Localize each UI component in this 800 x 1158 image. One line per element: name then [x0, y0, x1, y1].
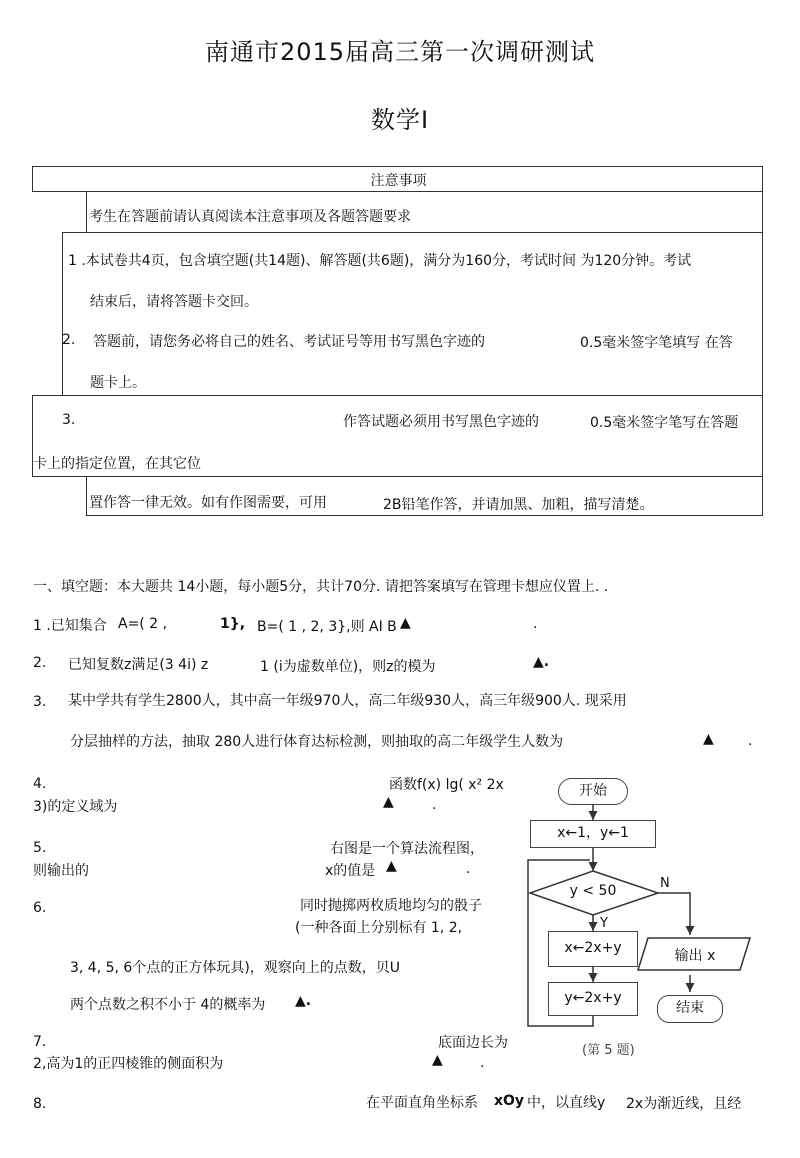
q1-c: B=( 1 , 2, 3},则 AI B — [257, 619, 397, 635]
flowchart-output: 输出 x — [674, 948, 716, 964]
q7-right: 底面边长为 — [438, 1035, 508, 1051]
q1-num: 1 .已知集合 — [33, 618, 107, 634]
flowchart-no: N — [660, 876, 670, 891]
flowchart — [520, 770, 770, 1060]
flowchart-step-y: y←2x+y — [548, 982, 638, 1016]
flowchart-step-x: x←2x+y — [548, 931, 638, 967]
q8-text-c: 中，以直线y — [527, 1095, 606, 1111]
q3-line2: 分层抽样的方法，抽取 280人进行体育达标检测，则抽取的高二年级学生人数为 — [70, 734, 564, 750]
flowchart-caption: (第 5 题) — [582, 1043, 635, 1058]
section-heading: 一、填空题：本大题共 14小题，每小题5分，共计70分. 请把答案填写在管理卡想应仪置上. . — [33, 579, 609, 595]
q3-end: . — [748, 733, 753, 749]
notice-item-3-cont: 卡上的指定位置，在其它位 — [33, 456, 201, 472]
q6-answer-mark: ▲. — [295, 993, 312, 1009]
q5-num: 5. — [33, 840, 47, 856]
notice-item-3-right: 0.5毫米签字笔写在答题 — [590, 415, 739, 431]
q2-text2: 1 (i为虚数单位)，则z的模为 — [260, 659, 436, 675]
notice-item-2-cont: 题卡上。 — [90, 375, 146, 391]
q4-num: 4. — [33, 776, 47, 792]
flowchart-start: 开始 — [558, 778, 628, 805]
q6-line4: 两个点数之积不小于 4的概率为 — [70, 997, 266, 1013]
flowchart-yes: Y — [600, 916, 608, 931]
q2-num: 2. — [33, 655, 47, 671]
q7-line2: 2,高为1的正四棱锥的侧面积为 — [33, 1056, 224, 1072]
q6-right1: 同时抛掷两枚质地均匀的骰子 — [300, 898, 482, 914]
q1-a: A=( 2 , — [118, 616, 168, 632]
notice-item-3-cont2a: 置作答一律无效。如有作图需要，可用 — [89, 495, 327, 511]
q5-right: 右图是一个算法流程图， — [330, 841, 484, 857]
page-subtitle: 数学I — [370, 106, 430, 134]
q5-line2b: x的值是 — [325, 863, 376, 879]
flowchart-end: 结束 — [657, 995, 723, 1023]
q3-line1: 某中学共有学生2800人，其中高一年级970人，高二年级930人，高三年级900人. 现采用 — [68, 693, 627, 709]
q1-b: 1}, — [220, 616, 246, 632]
q8-text-d: 2x为渐近线，且经 — [626, 1096, 742, 1112]
q8-text-b: xOy — [494, 1093, 525, 1109]
notice-intro: 考生在答题前请认真阅读本注意事项及各题答题要求 — [89, 209, 411, 225]
q8-text-a: 在平面直角坐标系 — [366, 1095, 478, 1111]
notice-item-2-right: 0.5毫米签字笔填写 在答 — [580, 335, 733, 351]
notice-heading-cell — [32, 166, 763, 192]
notice-item-3-cont2b: 2B铅笔作答，并请加黑、加粗，描写清楚。 — [383, 497, 654, 513]
q8-num: 8. — [33, 1096, 47, 1112]
q5-answer-mark: ▲ — [386, 858, 397, 874]
notice-heading: 注意事项 — [370, 173, 427, 189]
flowchart-connectors — [520, 770, 770, 1060]
notice-item-2-num: 2. — [62, 332, 76, 348]
q1-end: . — [533, 616, 538, 632]
q2-answer-mark: ▲. — [533, 654, 550, 670]
notice-item-1-cont: 结束后，请将答题卡交回。 — [90, 294, 258, 310]
notice-intro-cell — [86, 191, 763, 233]
q4-right: 函数f(x) lg( x² 2x — [389, 777, 504, 793]
q6-num: 6. — [33, 900, 47, 916]
q3-num: 3. — [33, 694, 47, 710]
q5-line2: 则输出的 — [33, 863, 89, 879]
page-title: 南通市2015届高三第一次调研测试 — [204, 38, 596, 66]
q7-answer-mark: ▲ — [432, 1052, 443, 1068]
notice-item-1: 1 .本试卷共4页，包含填空题(共14题)、解答题(共6题)，满分为160分，考试时间 为120分钟。考试 — [68, 253, 692, 269]
notice-item-3-num: 3. — [62, 412, 76, 428]
q5-end: . — [466, 861, 471, 877]
q1-answer-mark: ▲ — [400, 615, 411, 631]
q3-answer-mark: ▲ — [703, 731, 714, 747]
q6-right2: (一种各面上分别标有 1, 2, — [295, 920, 463, 936]
q4-answer-mark: ▲ — [383, 794, 394, 810]
q7-num: 7. — [33, 1034, 47, 1050]
notice-item-2: 答题前，请您务必将自己的姓名、考试证号等用书写黑色字迹的 — [93, 334, 485, 350]
q2-text: 已知复数z满足(3 4i) z — [68, 657, 209, 673]
q4-end: . — [432, 797, 437, 813]
flowchart-condition: y < 50 — [569, 883, 617, 899]
q6-line3: 3, 4, 5, 6个点的正方体玩具)，观察向上的点数，贝U — [70, 960, 401, 976]
notice-item-3: 作答试题必须用书写黑色字迹的 — [343, 414, 539, 430]
flowchart-init: x←1，y←1 — [530, 820, 656, 848]
q4-line2: 3)的定义域为 — [33, 799, 118, 815]
q7-end: . — [480, 1055, 485, 1071]
